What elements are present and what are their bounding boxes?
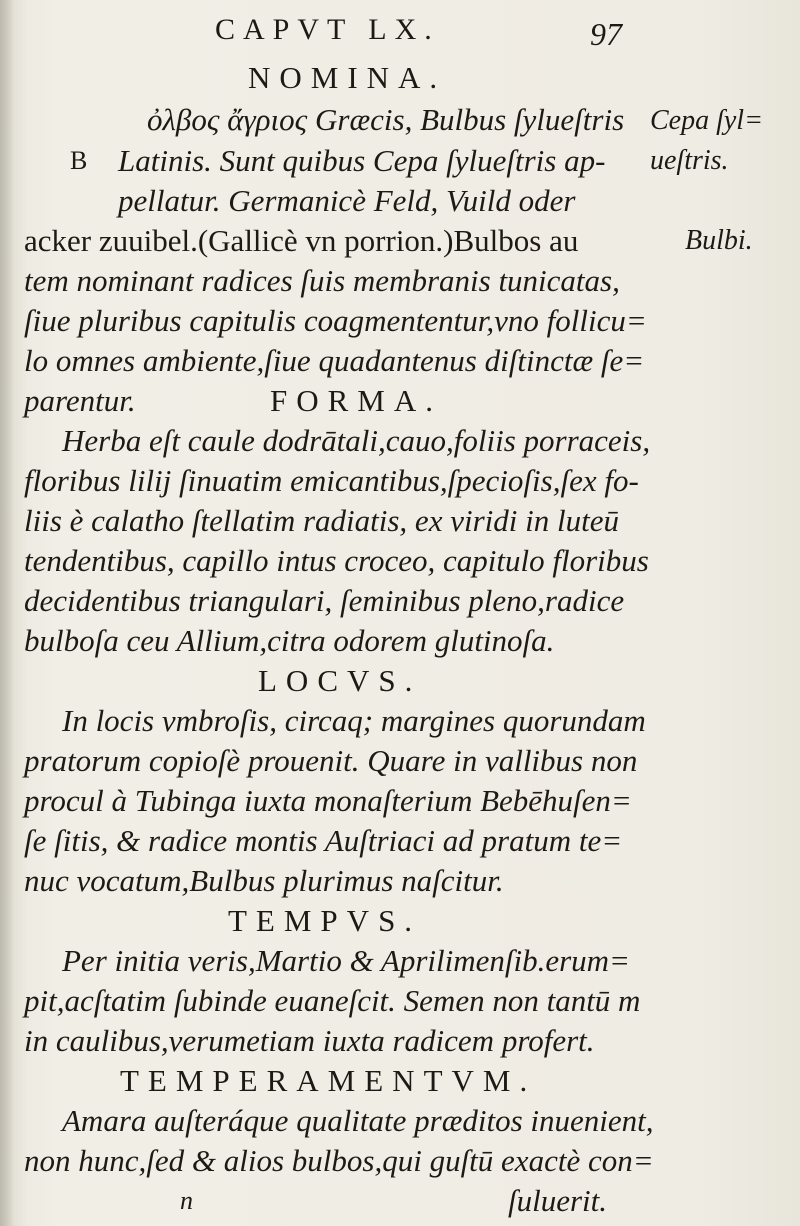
section-heading-temperamentum: TEMPERAMENTVM. — [120, 1063, 537, 1098]
text-line: decidentibus triangulari, ſeminibus pleno,radice — [24, 583, 625, 618]
section-heading-tempus: TEMPVS. — [228, 903, 422, 938]
margin-note: Cepa ſyl= — [650, 105, 763, 136]
text-line: lo omnes ambiente,ſiue quadantenus diſtinctæ ſe= — [24, 343, 645, 378]
text-line: in caulibus,verumetiam iuxta radicem profert. — [24, 1023, 595, 1058]
page-number: 97 — [590, 16, 622, 52]
margin-note: Bulbi. — [685, 225, 753, 256]
text-line: acker zuuibel.(Gallicè vn porrion.)Bulbos au — [24, 223, 579, 258]
text-line: Latinis. Sunt quibus Cepa ſylueſtris ap- — [118, 143, 606, 178]
text-line: nuc vocatum,Bulbus plurimus naſcitur. — [24, 863, 504, 898]
text-line: ſiue pluribus capitulis coagmententur,vno follicu= — [24, 303, 647, 338]
margin-note: ueſtris. — [650, 145, 729, 176]
section-heading-locus: LOCVS. — [258, 663, 422, 698]
text-line: pratorum copioſè prouenit. Quare in vallibus non — [24, 743, 638, 778]
text-line: ſe ſitis, & radice montis Auſtriaci ad pratum te= — [24, 823, 623, 858]
text-line: floribus lilij ſinuatim emicantibus,ſpecioſis,ſex fo- — [24, 463, 639, 498]
section-heading-forma: FORMA. — [270, 383, 443, 418]
text-line: tem nominant radices ſuis membranis tunicatas, — [24, 263, 620, 298]
text-line: pit,acſtatim ſubinde euaneſcit. Semen non tantū m — [24, 983, 641, 1018]
catchword: n — [180, 1186, 193, 1215]
text-line: tendentibus, capillo intus croceo, capitulo floribus — [24, 543, 649, 578]
text-line: Herba eſt caule dodrātali,cauo,foliis porraceis, — [62, 423, 651, 458]
text-line: In locis vmbroſis, circaq; margines quorundam — [62, 703, 646, 738]
text-line: procul à Tubinga iuxta monaſterium Bebēhuſen= — [24, 783, 632, 818]
marginal-letter: B — [70, 146, 88, 175]
running-head: CAPVT LX. — [215, 13, 440, 46]
page-gutter-shadow — [0, 0, 14, 1226]
text-line: non hunc,ſed & alios bulbos,qui guſtū exactè con= — [24, 1143, 654, 1178]
text-line: ſuluerit. — [508, 1183, 608, 1218]
text-line: Amara auſteráque qualitate præditos inuenient, — [62, 1103, 654, 1138]
text-line: pellatur. Germanicè Feld, Vuild oder — [118, 183, 576, 218]
text-line: liis è calatho ſtellatim radiatis, ex viridi in luteū — [24, 503, 619, 538]
text-line: parentur. — [24, 383, 136, 418]
section-heading-nomina: NOMINA. — [248, 60, 447, 95]
text-line: ὀλβος ἄγριος Græcis, Bulbus ſylueſtris — [147, 102, 625, 137]
text-line: Per initia veris,Martio & Aprilimenſib.erum= — [62, 943, 630, 978]
text-line: bulboſa ceu Allium,citra odorem glutinoſa. — [24, 623, 555, 658]
